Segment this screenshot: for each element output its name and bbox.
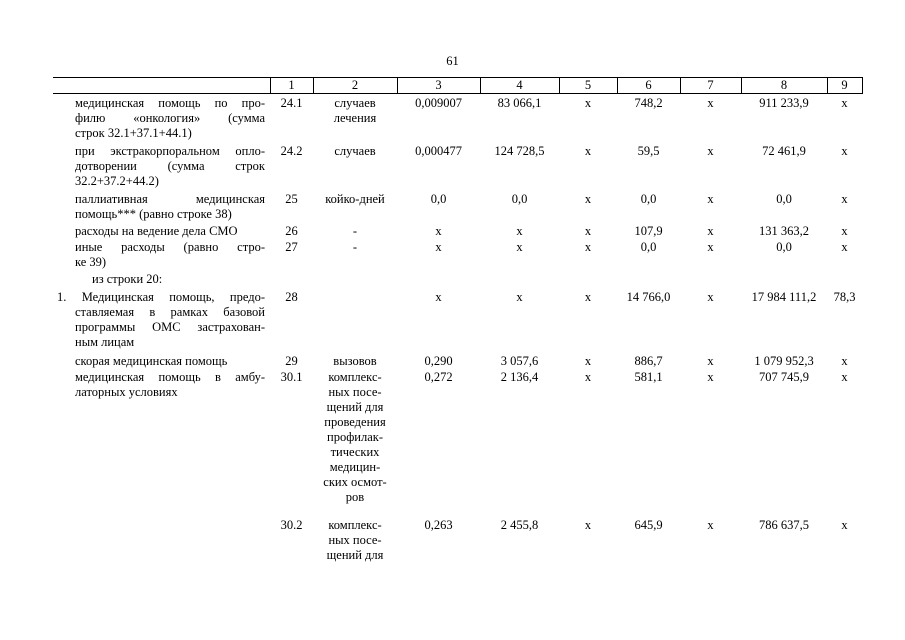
col-4-value: x	[516, 224, 523, 238]
col-9-value: 78,3	[833, 290, 856, 304]
page-number: 61	[446, 54, 459, 68]
header-col-3: 3	[435, 78, 442, 92]
unit-of-measure: щений для	[326, 400, 384, 414]
col-6-value: 581,1	[634, 370, 663, 384]
col-9-value: x	[841, 192, 848, 206]
unit-of-measure: ров	[345, 490, 365, 504]
row-number: 26	[285, 224, 298, 238]
unit-of-measure: щений для	[326, 548, 384, 562]
col-5-value: x	[584, 144, 592, 158]
row-number: 25	[285, 192, 298, 206]
col-8-value: 911 233,9	[759, 96, 809, 110]
col-6-value: 0,0	[640, 192, 657, 206]
col-5-value: x	[584, 96, 592, 110]
row-description-line: помощь*** (равно строке 38)	[75, 207, 232, 221]
col-5-value: x	[584, 224, 592, 238]
row-number: 30.2	[280, 518, 303, 532]
col-7-value: x	[707, 370, 714, 384]
unit-of-measure: комплекс-	[328, 518, 382, 532]
unit-of-measure: койко-дней	[325, 192, 385, 206]
col-8-value: 131 363,2	[759, 224, 809, 238]
col-9-value: x	[841, 144, 848, 158]
col-8-value: 1 079 952,3	[754, 354, 814, 368]
unit-of-measure: проведения	[324, 415, 386, 429]
row-description-line: иные расходы (равно стро-	[75, 240, 265, 254]
row-description-line: медицинская помощь в амбу-	[75, 370, 265, 384]
col-8-value: 0,0	[776, 192, 792, 206]
unit-of-measure: случаев	[334, 144, 376, 158]
col-7-value: x	[707, 96, 714, 110]
col-6-value: 886,7	[634, 354, 663, 368]
col-9-value: x	[841, 240, 848, 254]
col-9-value: x	[841, 518, 848, 532]
unit-of-measure: тических	[330, 445, 380, 459]
col-3-value: x	[435, 224, 442, 238]
col-5-value: x	[584, 370, 592, 384]
col-8-value: 17 984 111,2	[751, 290, 817, 304]
row-description-line: скорая медицинская помощь	[75, 354, 228, 368]
col-9-value: x	[841, 370, 848, 384]
col-8-value: 786 637,5	[759, 518, 809, 532]
unit-of-measure: лечения	[333, 111, 377, 125]
col-7-value: x	[707, 354, 714, 368]
row-number: 24.2	[280, 144, 303, 158]
col-4-value: 3 057,6	[500, 354, 539, 368]
col-3-value: 0,000477	[415, 144, 462, 158]
col-5-value: x	[584, 290, 592, 304]
col-7-value: x	[707, 518, 714, 532]
col-6-value: 748,2	[634, 96, 663, 110]
unit-of-measure: -	[352, 224, 358, 238]
row-number: 24.1	[280, 96, 303, 110]
col-7-value: x	[707, 290, 714, 304]
row-description-line: расходы на ведение дела СМО	[75, 224, 238, 238]
unit-of-measure: медицин-	[329, 460, 381, 474]
col-7-value: x	[707, 192, 714, 206]
unit-of-measure: комплекс-	[328, 370, 382, 384]
row-description-line: 1. Медицинская помощь, предо-	[57, 290, 265, 304]
col-7-value: x	[707, 240, 714, 254]
header-col-6: 6	[645, 78, 652, 92]
row-description-line: дотворении (сумма строк	[75, 159, 265, 173]
col-6-value: 59,5	[637, 144, 660, 158]
header-col-1: 1	[288, 78, 295, 92]
row-description-line: 32.2+37.2+44.2)	[75, 174, 159, 188]
col-8-value: 0,0	[776, 240, 792, 254]
col-3-value: x	[435, 240, 442, 254]
row-description-line: латорных условиях	[75, 385, 178, 399]
header-col-9: 9	[841, 78, 848, 92]
row-description-line: медицинская помощь по про-	[75, 96, 265, 110]
unit-of-measure: ных посе-	[328, 533, 382, 547]
col-5-value: x	[584, 192, 592, 206]
col-3-value: 0,0	[430, 192, 447, 206]
row-description-line: при экстракорпоральном опло-	[75, 144, 265, 158]
col-4-value: 2 455,8	[500, 518, 539, 532]
row-description-line: ке 39)	[75, 255, 107, 269]
unit-of-measure: профилак-	[327, 430, 383, 444]
col-3-value: 0,263	[424, 518, 453, 532]
col-4-value: 2 136,4	[500, 370, 539, 384]
col-5-value: x	[584, 354, 592, 368]
header-col-7: 7	[707, 78, 714, 92]
col-7-value: x	[707, 224, 714, 238]
row-number: 29	[285, 354, 298, 368]
header-col-5: 5	[584, 78, 592, 92]
col-9-value: x	[841, 354, 848, 368]
col-8-value: 72 461,9	[762, 144, 806, 158]
header-col-4: 4	[516, 78, 523, 92]
col-9-value: x	[841, 96, 848, 110]
unit-of-measure: вызовов	[333, 354, 377, 368]
row-description-line: ставляемая в рамках базовой	[75, 305, 265, 319]
row-number: 27	[285, 240, 298, 254]
unit-of-measure: ских осмот-	[323, 475, 387, 489]
col-3-value: x	[435, 290, 442, 304]
col-4-value: 124 728,5	[494, 144, 545, 158]
col-6-value: 0,0	[640, 240, 657, 254]
col-4-value: x	[516, 290, 523, 304]
unit-of-measure: ных посе-	[328, 385, 382, 399]
col-3-value: 0,272	[424, 370, 453, 384]
header-col-2: 2	[351, 78, 359, 92]
col-9-value: x	[841, 224, 848, 238]
header-column-divider	[862, 77, 863, 94]
row-description-line: из строки 20:	[92, 272, 163, 286]
header-col-8: 8	[780, 78, 788, 92]
col-4-value: 83 066,1	[497, 96, 542, 110]
unit-of-measure: -	[352, 240, 358, 254]
row-number: 30.1	[280, 370, 303, 384]
col-8-value: 707 745,9	[759, 370, 809, 384]
row-description-line: паллиативная медицинская	[75, 192, 265, 206]
col-4-value: 0,0	[511, 192, 528, 206]
col-3-value: 0,009007	[415, 96, 462, 110]
col-4-value: x	[516, 240, 523, 254]
row-description-line: строк 32.1+37.1+44.1)	[75, 126, 192, 140]
col-6-value: 107,9	[634, 224, 663, 238]
col-3-value: 0,290	[424, 354, 453, 368]
row-description-line: филю «онкология» (сумма	[75, 111, 265, 125]
col-7-value: x	[707, 144, 714, 158]
row-description-line: программы ОМС застрахован-	[75, 320, 265, 334]
unit-of-measure: случаев	[334, 96, 376, 110]
col-6-value: 14 766,0	[626, 290, 671, 304]
col-5-value: x	[584, 518, 592, 532]
row-number: 28	[285, 290, 298, 304]
col-5-value: x	[584, 240, 592, 254]
row-description-line: ным лицам	[75, 335, 135, 349]
col-6-value: 645,9	[634, 518, 663, 532]
